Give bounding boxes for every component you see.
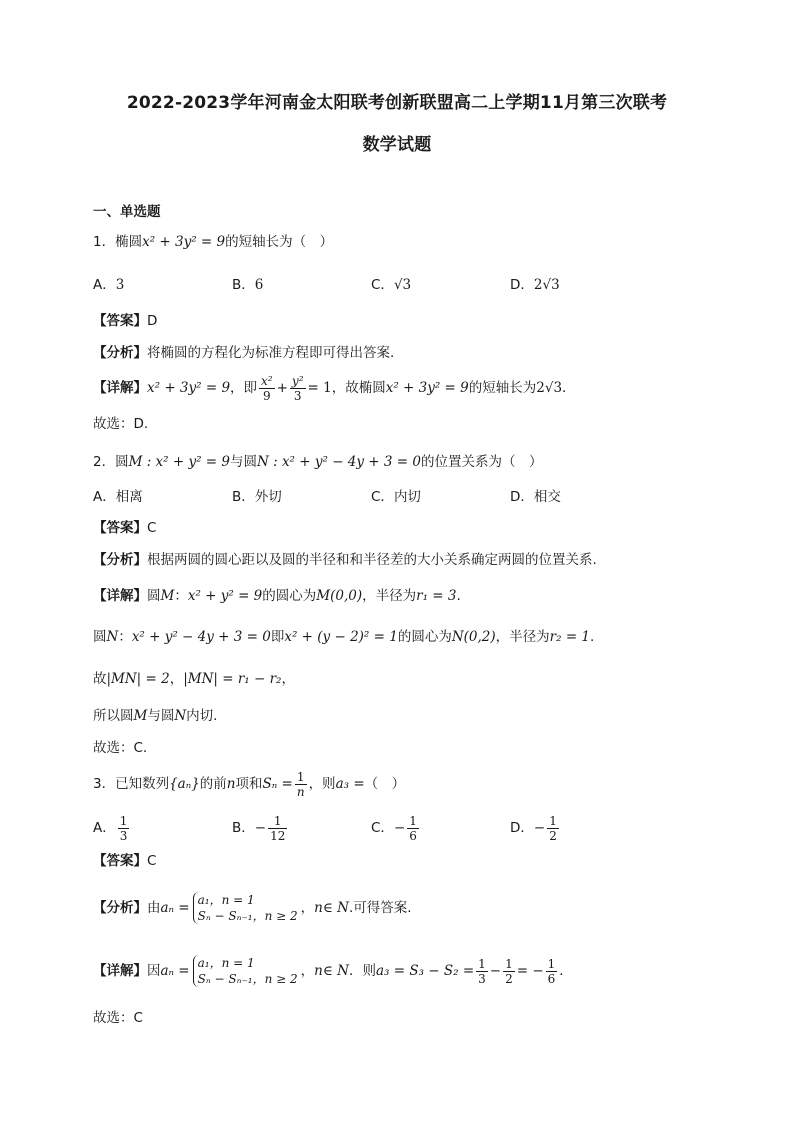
question-1: 1．椭圆x² + 3y² = 9的短轴长为（ ）: [93, 234, 334, 250]
q2-choose: 故选：C.: [93, 740, 148, 756]
q1-choose: 故选：D.: [93, 416, 149, 432]
question-number: 2．: [93, 454, 116, 470]
section-heading: 一、单选题: [93, 204, 161, 220]
q2-option-d: D．相交: [510, 489, 561, 505]
q1-analysis: 【分析】将椭圆的方程化为标准方程即可得出答案.: [93, 345, 395, 361]
document-subtitle: 数学试题: [362, 135, 432, 155]
q3-analysis: 【分析】由aₙ = a₁，n = 1 Sₙ − Sₙ₋₁，n ≥ 2 ，n∈ N.可得答案.: [93, 893, 412, 923]
q2-answer: 【答案】C: [93, 520, 157, 536]
question-number: 3．: [93, 776, 116, 792]
q1-detail: 【详解】x² + 3y² = 9，即 $\frac{\text{x²}}{9}$ + $\frac{\text{y²}}{3}$ = 1，故椭圆x² + 3y² = 9的短轴长为2√3．: [93, 373, 576, 403]
q1-answer: 【答案】D: [93, 313, 158, 329]
q2-option-b: B．外切: [232, 489, 282, 505]
q3-answer: 【答案】C: [93, 853, 157, 869]
q2-detail-2: 圆N：x² + y² − 4y + 3 = 0即x² + (y − 2)² = 1的圆心为N(0,2)，半径为r₂ = 1.: [93, 629, 595, 645]
q3-option-a: A． $\frac{1}{3}$: [93, 813, 128, 843]
q2-option-a: A．相离: [93, 489, 143, 505]
q1-option-c: C．√3: [371, 277, 412, 293]
q3-option-c: C．− $\frac{1}{6}$: [371, 813, 417, 843]
document-title: 2022-2023学年河南金太阳联考创新联盟高二上学期11月第三次联考: [126, 93, 668, 113]
q3-option-d: D．− $\frac{1}{2}$: [510, 813, 557, 843]
question-number: 1．: [93, 234, 116, 250]
q2-detail-4: 所以圆M与圆N内切.: [93, 708, 218, 724]
q3-option-b: B．− $\frac{1}{12}$: [232, 813, 286, 843]
question-2: 2．圆M : x² + y² = 9与圆N : x² + y² − 4y + 3 = 0的位置关系为（ ）: [93, 454, 543, 470]
q1-option-d: D．2√3: [510, 277, 560, 293]
q2-option-c: C．内切: [371, 489, 421, 505]
q3-choose: 故选：C: [93, 1010, 143, 1026]
equation: x² + 3y² = 9: [142, 234, 226, 250]
q3-detail: 【详解】因aₙ = a₁，n = 1 Sₙ − Sₙ₋₁，n ≥ 2 ，n∈ N．则a₃ = S₃ − S₂ = $\frac{1}{3}$ − $\frac{1}{2}$ = − $\frac{1}{6}$ ．: [93, 956, 573, 986]
q1-option-b: B．6: [232, 277, 264, 293]
q2-analysis: 【分析】根据两圆的圆心距以及圆的半径和和半径差的大小关系确定两圆的位置关系.: [93, 552, 597, 568]
q2-detail-3: 故|MN| = 2，|MN| = r₁ − r₂，: [93, 671, 295, 687]
question-3: 3．已知数列{aₙ}的前n项和Sₙ = $\frac{1}{n}$ ，则a₃ =（ ）: [93, 769, 406, 799]
q1-option-a: A．3: [93, 277, 125, 293]
q2-detail-1: 【详解】圆M：x² + y² = 9的圆心为M(0,0)，半径为r₁ = 3.: [93, 588, 461, 604]
